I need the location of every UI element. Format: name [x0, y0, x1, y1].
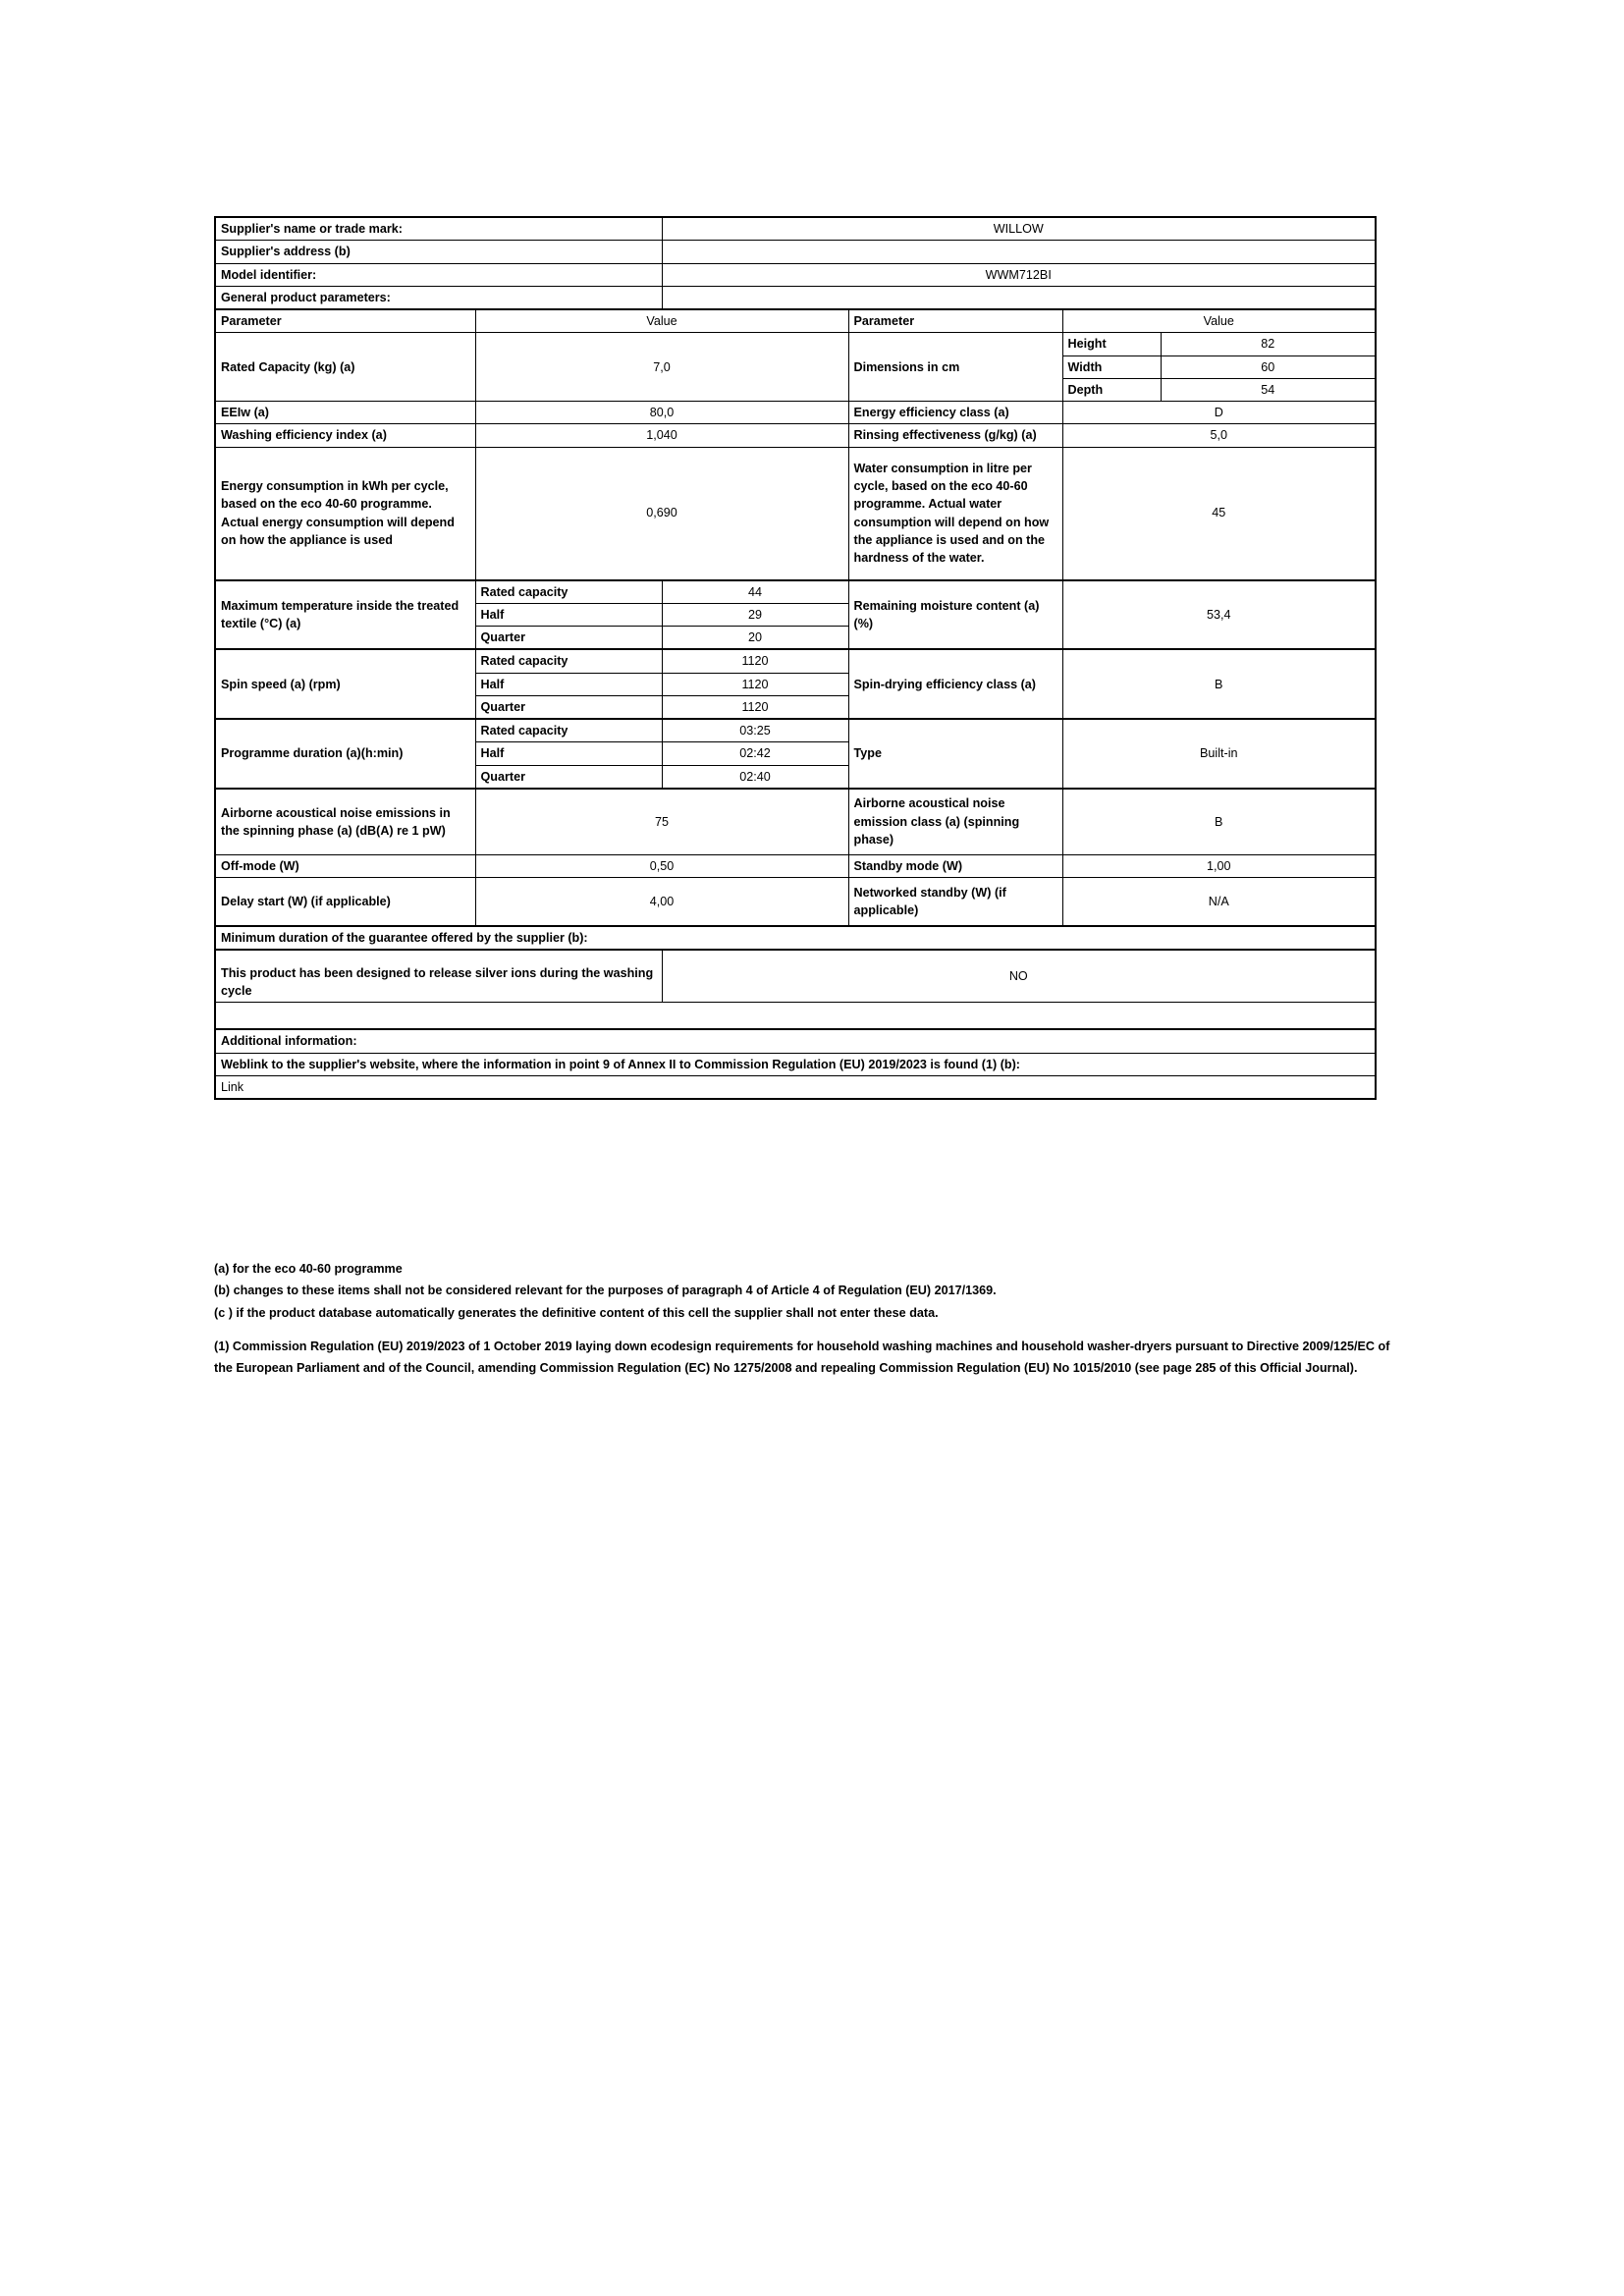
table-row-off-mode [215, 854, 1376, 877]
noise-class-label: Airborne acoustical noise emission class (a) (spinning phase) [848, 789, 1062, 855]
spin-speed-half-value: 1120 [662, 673, 848, 695]
standby-mode-label: Standby mode (W) [848, 854, 1062, 877]
table-row-delay-start [215, 878, 1376, 927]
energy-efficiency-class-label: Energy efficiency class (a) [848, 402, 1062, 424]
general-product-parameters-label: General product parameters: [215, 286, 662, 309]
energy-consumption-value: 0,690 [475, 447, 848, 580]
water-consumption-label: Water consumption in litre per cycle, based on the eco 40-60 programme. Actual water consumption will depend on how the appliance is used and on the hardness of the water. [848, 447, 1062, 580]
supplier-name-label: Supplier's name or trade mark: [215, 217, 662, 241]
table-header-row [215, 309, 1376, 333]
column-header-value-left: Value [475, 309, 848, 333]
table-row-washing-efficiency-index [215, 424, 1376, 447]
model-identifier-label: Model identifier: [215, 263, 662, 286]
dimension-depth-value: 54 [1161, 378, 1376, 401]
footnote-a: (a) for the eco 40-60 programme [214, 1262, 403, 1276]
product-fiche-table-wrapper [214, 216, 1375, 1100]
max-temperature-quarter-value: 20 [662, 627, 848, 650]
networked-standby-label: Networked standby (W) (if applicable) [848, 878, 1062, 927]
table-row-eeiw [215, 402, 1376, 424]
spin-speed-rated-capacity-label: Rated capacity [475, 649, 662, 673]
standby-mode-value: 1,00 [1062, 854, 1376, 877]
table-row-weblink [215, 1053, 1376, 1075]
max-temperature-rated-capacity-label: Rated capacity [475, 580, 662, 604]
rinsing-effectiveness-label: Rinsing effectiveness (g/kg) (a) [848, 424, 1062, 447]
delay-start-value: 4,00 [475, 878, 848, 927]
washing-efficiency-index-value: 1,040 [475, 424, 848, 447]
silver-ions-value: NO [662, 950, 1376, 1003]
footnote-regulation-1: (1) Commission Regulation (EU) 2019/2023 of 1 October 2019 laying down ecodesign requirements for household washing machines and household washer-dryers pursuant to Directive 2009/125/EC of the European Parliament and of the Council, amending Commission Regulation (EC) No 1275/2008 and repealing Commission Regulation (EU) No 1015/2010 (see page 285 of this Official Journal). [214, 1339, 1390, 1375]
table-row-silver-ions [215, 950, 1376, 1003]
off-mode-label: Off-mode (W) [215, 854, 475, 877]
networked-standby-value: N/A [1062, 878, 1376, 927]
spin-drying-efficiency-class-value: B [1062, 649, 1376, 719]
supplier-website-link[interactable]: Link [215, 1075, 1376, 1099]
product-fiche-table [214, 216, 1377, 1100]
supplier-address-value [662, 241, 1376, 263]
dimension-width-label: Width [1062, 355, 1161, 378]
table-row-max-temperature-rated [215, 580, 1376, 604]
table-row-guarantee [215, 926, 1376, 950]
rinsing-effectiveness-value: 5,0 [1062, 424, 1376, 447]
eeiw-value: 80,0 [475, 402, 848, 424]
dimension-height-label: Height [1062, 333, 1161, 355]
footnote-c: (c ) if the product database automatically generates the definitive content of this cell the supplier shall not enter these data. [214, 1305, 939, 1320]
additional-information-label: Additional information: [215, 1029, 1376, 1053]
max-temperature-half-value: 29 [662, 603, 848, 626]
guarantee-label: Minimum duration of the guarantee offered by the supplier (b): [215, 926, 1376, 950]
table-row-link[interactable] [215, 1075, 1376, 1099]
programme-duration-half-label: Half [475, 742, 662, 765]
max-temperature-half-label: Half [475, 603, 662, 626]
table-row-rated-capacity-height [215, 333, 1376, 355]
table-row-programme-duration-rated [215, 719, 1376, 742]
off-mode-value: 0,50 [475, 854, 848, 877]
spin-speed-label: Spin speed (a) (rpm) [215, 649, 475, 719]
dimension-height-value: 82 [1161, 333, 1376, 355]
noise-emissions-label: Airborne acoustical noise emissions in the spinning phase (a) (dB(A) re 1 pW) [215, 789, 475, 855]
delay-start-label: Delay start (W) (if applicable) [215, 878, 475, 927]
supplier-address-label: Supplier's address (b) [215, 241, 662, 263]
table-row-supplier-address [215, 241, 1376, 263]
column-header-value-right: Value [1062, 309, 1376, 333]
general-product-parameters-value [662, 286, 1376, 309]
spin-speed-quarter-label: Quarter [475, 695, 662, 719]
programme-duration-rated-capacity-label: Rated capacity [475, 719, 662, 742]
remaining-moisture-label: Remaining moisture content (a) (%) [848, 580, 1062, 650]
table-row-supplier-name [215, 217, 1376, 241]
weblink-label: Weblink to the supplier's website, where the information in point 9 of Annex II to Commission Regulation (EU) 2019/2023 is found (1) (b): [215, 1053, 1376, 1075]
silver-ions-label: This product has been designed to release silver ions during the washing cycle [215, 950, 662, 1003]
spin-speed-quarter-value: 1120 [662, 695, 848, 719]
table-row-spin-speed-rated [215, 649, 1376, 673]
max-temperature-quarter-label: Quarter [475, 627, 662, 650]
footnotes-block [214, 1259, 1392, 1381]
max-temperature-rated-capacity-value: 44 [662, 580, 848, 604]
washing-efficiency-index-label: Washing efficiency index (a) [215, 424, 475, 447]
spin-speed-rated-capacity-value: 1120 [662, 649, 848, 673]
footnote-b: (b) changes to these items shall not be considered relevant for the purposes of paragraph 4 of Article 4 of Regulation (EU) 2017/1369. [214, 1284, 997, 1298]
noise-class-value: B [1062, 789, 1376, 855]
table-row-energy-consumption [215, 447, 1376, 580]
programme-duration-quarter-value: 02:40 [662, 765, 848, 789]
dimension-depth-label: Depth [1062, 378, 1161, 401]
table-row-general-product-parameters [215, 286, 1376, 309]
supplier-name-value: WILLOW [662, 217, 1376, 241]
energy-efficiency-class-value: D [1062, 402, 1376, 424]
eeiw-label: EEIw (a) [215, 402, 475, 424]
type-label: Type [848, 719, 1062, 789]
remaining-moisture-value: 53,4 [1062, 580, 1376, 650]
column-header-parameter-left: Parameter [215, 309, 475, 333]
table-row-noise-emissions [215, 789, 1376, 855]
table-row-additional-information [215, 1029, 1376, 1053]
programme-duration-label: Programme duration (a)(h:min) [215, 719, 475, 789]
rated-capacity-value: 7,0 [475, 333, 848, 402]
spin-speed-half-label: Half [475, 673, 662, 695]
dimensions-label: Dimensions in cm [848, 333, 1062, 402]
noise-emissions-value: 75 [475, 789, 848, 855]
type-value: Built-in [1062, 719, 1376, 789]
water-consumption-value: 45 [1062, 447, 1376, 580]
rated-capacity-label: Rated Capacity (kg) (a) [215, 333, 475, 402]
energy-consumption-label: Energy consumption in kWh per cycle, based on the eco 40-60 programme. Actual energy consumption will depend on how the appliance is used [215, 447, 475, 580]
programme-duration-rated-capacity-value: 03:25 [662, 719, 848, 742]
spin-drying-efficiency-class-label: Spin-drying efficiency class (a) [848, 649, 1062, 719]
programme-duration-half-value: 02:42 [662, 742, 848, 765]
dimension-width-value: 60 [1161, 355, 1376, 378]
blank-spacer-cell [215, 1003, 1376, 1030]
table-row-model-identifier [215, 263, 1376, 286]
max-temperature-label: Maximum temperature inside the treated textile (°C) (a) [215, 580, 475, 650]
table-row-blank-spacer [215, 1003, 1376, 1030]
programme-duration-quarter-label: Quarter [475, 765, 662, 789]
model-identifier-value: WWM712BI [662, 263, 1376, 286]
column-header-parameter-right: Parameter [848, 309, 1062, 333]
